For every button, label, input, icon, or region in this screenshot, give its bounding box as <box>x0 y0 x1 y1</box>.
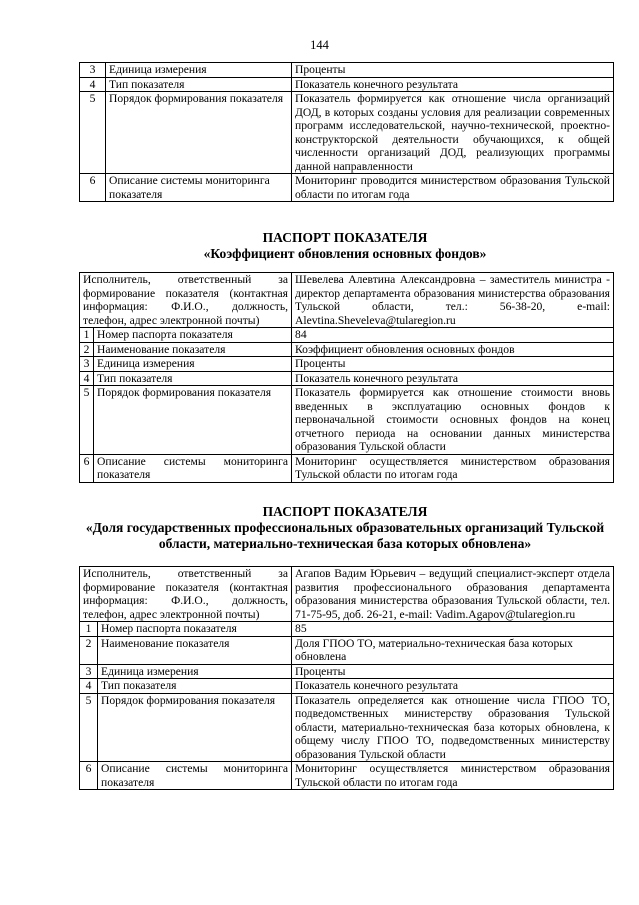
passport-table <box>79 272 614 483</box>
row-number: 1 <box>80 328 94 343</box>
table-row <box>80 454 614 482</box>
row-number: 2 <box>80 636 98 664</box>
row-value: Показатель определяется как отношение числа ГПОО ТО, подведомственных министерству образования Тульской области, материально-техническая база которых обновлена, к общему числу ГПОО ТО, подведомственных министерству образования Тульской области <box>292 693 614 762</box>
row-value: Мониторинг проводится министерством образования Тульской области по итогам года <box>292 174 614 202</box>
table-row <box>80 679 614 694</box>
row-number: 5 <box>80 693 98 762</box>
row-number: 3 <box>80 664 98 679</box>
row-name: Наименование показателя <box>94 342 292 357</box>
table-row <box>80 328 614 343</box>
row-name: Описание системы мониторинга показателя <box>98 762 292 790</box>
row-name: Тип показателя <box>98 679 292 694</box>
row-name: Порядок формирования показателя <box>106 92 292 174</box>
row-number: 4 <box>80 77 106 92</box>
table-row <box>80 762 614 790</box>
table-row <box>80 636 614 664</box>
table-row <box>80 63 614 78</box>
table-row <box>80 174 614 202</box>
passport-table <box>79 566 614 790</box>
passport-heading <box>60 504 630 552</box>
passport-title: ПАСПОРТ ПОКАЗАТЕЛЯ <box>262 230 428 245</box>
passport-title: ПАСПОРТ ПОКАЗАТЕЛЯ <box>262 504 428 519</box>
table-row <box>80 371 614 386</box>
row-value: Мониторинг осуществляется министерством образования Тульской области по итогам года <box>292 762 614 790</box>
row-value: Мониторинг осуществляется министерством образования Тульской области по итогам года <box>292 454 614 482</box>
row-name: Номер паспорта показателя <box>98 622 292 637</box>
row-number: 3 <box>80 63 106 78</box>
executor-label: Исполнитель, ответственный за формирование показателя (контактная информация: Ф.И.О., должность, телефон, адрес электронной почты) <box>80 273 292 328</box>
table-row <box>80 77 614 92</box>
row-number: 4 <box>80 679 98 694</box>
row-value: Показатель конечного результата <box>292 679 614 694</box>
row-value: Показатель конечного результата <box>292 77 614 92</box>
row-number: 3 <box>80 357 94 372</box>
row-number: 6 <box>80 762 98 790</box>
table-row <box>80 693 614 762</box>
row-value: Показатель формируется как отношение числа организаций ДОД, в которых созданы условия для реализации современных программ исследовательской, научно-технической, проектно-конструкторской деятельности обучающихся, к общей численности организаций ДОД, реализующих программы данной направленности <box>292 92 614 174</box>
row-value: 84 <box>292 328 614 343</box>
row-name: Наименование показателя <box>98 636 292 664</box>
row-name: Единица измерения <box>106 63 292 78</box>
row-number: 6 <box>80 454 94 482</box>
row-number: 5 <box>80 386 94 455</box>
row-number: 4 <box>80 371 94 386</box>
executor-value: Шевелева Алевтина Александровна – заместитель министра - директор департамента образования министерства образования Тульской области, тел.: 56-38-20, e-mail: Alevtina.Sheveleva@tularegion.ru <box>292 273 614 328</box>
row-name: Номер паспорта показателя <box>94 328 292 343</box>
passport-subtitle: «Доля государственных профессиональных образовательных организаций Тульской области, материально-техническая база которых обновлена» <box>85 520 605 551</box>
executor-row <box>80 567 614 622</box>
table-row <box>80 357 614 372</box>
row-name: Единица измерения <box>94 357 292 372</box>
indicator-table-continued <box>79 62 614 202</box>
row-name: Порядок формирования показателя <box>98 693 292 762</box>
row-value: Проценты <box>292 357 614 372</box>
row-number: 1 <box>80 622 98 637</box>
row-value: 85 <box>292 622 614 637</box>
row-number: 6 <box>80 174 106 202</box>
row-name: Порядок формирования показателя <box>94 386 292 455</box>
executor-label: Исполнитель, ответственный за формирование показателя (контактная информация: Ф.И.О., должность, телефон, адрес электронной почты) <box>80 567 292 622</box>
row-number: 5 <box>80 92 106 174</box>
executor-value: Агапов Вадим Юрьевич – ведущий специалист-эксперт отдела развития профессионального образования департамента образования министерства образования Тульской области, тел. 71-75-95, доб. 26-21, e-mail: Vadim.Agapov@tularegion.ru <box>292 567 614 622</box>
table-row <box>80 92 614 174</box>
row-name: Тип показателя <box>94 371 292 386</box>
row-number: 2 <box>80 342 94 357</box>
row-value: Проценты <box>292 63 614 78</box>
passport-heading <box>60 230 630 262</box>
table-row <box>80 664 614 679</box>
row-value: Доля ГПОО ТО, материально-техническая база которых обновлена <box>292 636 614 664</box>
row-name: Описание системы мониторинга показателя <box>94 454 292 482</box>
executor-row <box>80 273 614 328</box>
table-row <box>80 342 614 357</box>
passport-subtitle: «Коэффициент обновления основных фондов» <box>203 246 487 261</box>
row-value: Показатель формируется как отношение стоимости вновь введенных в эксплуатацию основных фондов к первоначальной стоимости основных фондов на конец отчетного периода на основании данных министерства образования Тульской области <box>292 386 614 455</box>
row-value: Проценты <box>292 664 614 679</box>
row-value: Коэффициент обновления основных фондов <box>292 342 614 357</box>
row-name: Тип показателя <box>106 77 292 92</box>
page-number: 144 <box>310 38 329 52</box>
row-value: Показатель конечного результата <box>292 371 614 386</box>
row-name: Единица измерения <box>98 664 292 679</box>
table-row <box>80 386 614 455</box>
table-row <box>80 622 614 637</box>
row-name: Описание системы мониторинга показателя <box>106 174 292 202</box>
